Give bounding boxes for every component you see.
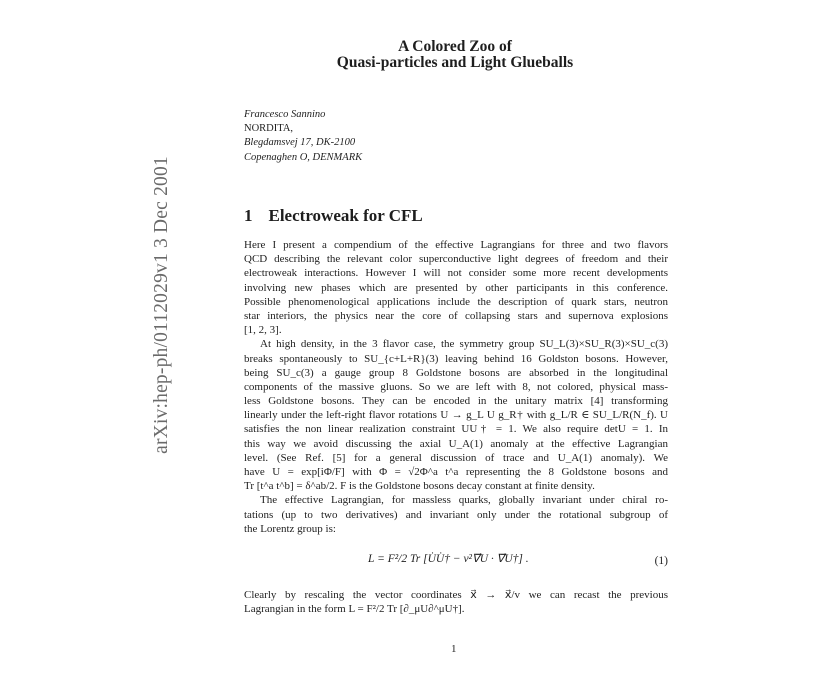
text-line: components of the massive gluons. So we are left with 8, not colored, physical mass- bbox=[244, 380, 668, 393]
text-line: less Goldstone bosons. They can be encoded in the unitary matrix [4] transforming bbox=[244, 395, 668, 408]
text-line: Here I present a compendium of the effective Lagrangians for three and two flavors bbox=[244, 239, 668, 251]
after-equation-text bbox=[244, 585, 668, 616]
title-line-2: Quasi-particles and Light Glueballs bbox=[336, 54, 574, 71]
text-line: the Lorentz group is: bbox=[244, 522, 336, 535]
author-block bbox=[244, 108, 362, 165]
text-line: Tr [t^a t^b] = δ^ab/2. F is the Goldstone bosons decay constant at finite density. bbox=[244, 480, 595, 493]
title-line-1: A Colored Zoo of bbox=[398, 38, 512, 55]
author-name: Francesco Sannino bbox=[244, 109, 326, 120]
text-line: star interiors, the physics near the core of collapsing stars and supernova explosions bbox=[244, 309, 668, 322]
text-line: involving new phases which are presented by other participants in this conference. bbox=[244, 281, 668, 294]
text-line: Possible phenomenological applications include the description of quark stars, neutron bbox=[244, 295, 668, 308]
text-line: breaks spontaneously to SU_{c+L+R}(3) leaving behind 16 Goldston bosons. However, bbox=[244, 352, 668, 365]
text-line: Lagrangian in the form L = F²/2 Tr [∂_μU∂^μU†]. bbox=[244, 603, 465, 616]
text-line: tations (up to two derivatives) and invariant only under the rotational subgroup of bbox=[244, 508, 668, 521]
section-heading bbox=[244, 206, 423, 226]
equation-1 bbox=[244, 551, 668, 573]
author-institution: NORDITA, bbox=[244, 123, 294, 135]
text-line: have U = exp[iΦ/F] with Φ = √2Φ^a t^a representing the 8 Goldstone bosons and bbox=[244, 466, 668, 478]
equation-formula: L = F²/2 Tr [U̇U̇† − v²∇⃗U · ∇⃗U†] . bbox=[368, 553, 529, 565]
equation-number: (1) bbox=[654, 555, 668, 567]
text-line: linearly under the left-right flavor rotations U → g_L U g_R† with g_L/R ∈ SU_L/R(N_f). U bbox=[244, 409, 668, 422]
text-line: level. (See Ref. [5] for a general discussion of trace and U_A(1) anomaly). We bbox=[244, 451, 668, 464]
author-address-1: Blegdamsvej 17, DK-2100 bbox=[244, 137, 356, 149]
text-line: [1, 2, 3]. bbox=[244, 324, 282, 337]
section-title: Electroweak for CFL bbox=[268, 206, 423, 225]
text-line: electroweak interactions. However I will not consider some more recent developments bbox=[244, 267, 668, 280]
text-line: being SU_c(3) a gauge group 8 Goldstone bosons are absorbed in the longitudinal bbox=[244, 366, 668, 379]
text-line: satisfies the non linear realization constraint UU† = 1. We also require detU = 1. In bbox=[244, 423, 668, 436]
author-address-2: Copenaghen O, DENMARK bbox=[244, 151, 363, 163]
text-line: Clearly by rescaling the vector coordinates x⃗ → x⃗/v we can recast the previous bbox=[244, 589, 668, 601]
text-line: QCD describing the relevant color superconductive light degrees of freedom and their bbox=[244, 253, 668, 266]
page-number: 1 bbox=[451, 643, 457, 655]
section-number: 1 bbox=[244, 206, 253, 225]
arxiv-identifier: arXiv:hep-ph/0112029v1 3 Dec 2001 bbox=[151, 156, 172, 454]
text-line: The effective Lagrangian, for massless quarks, globally invariant under chiral ro- bbox=[260, 494, 668, 507]
text-line: At high density, in the 3 flavor case, the symmetry group SU_L(3)×SU_R(3)×SU_c(3) bbox=[260, 338, 668, 351]
text-line: this way we avoid discussing the axial U_A(1) anomaly at the effective Lagrangian bbox=[244, 437, 668, 450]
body-text bbox=[244, 238, 668, 536]
